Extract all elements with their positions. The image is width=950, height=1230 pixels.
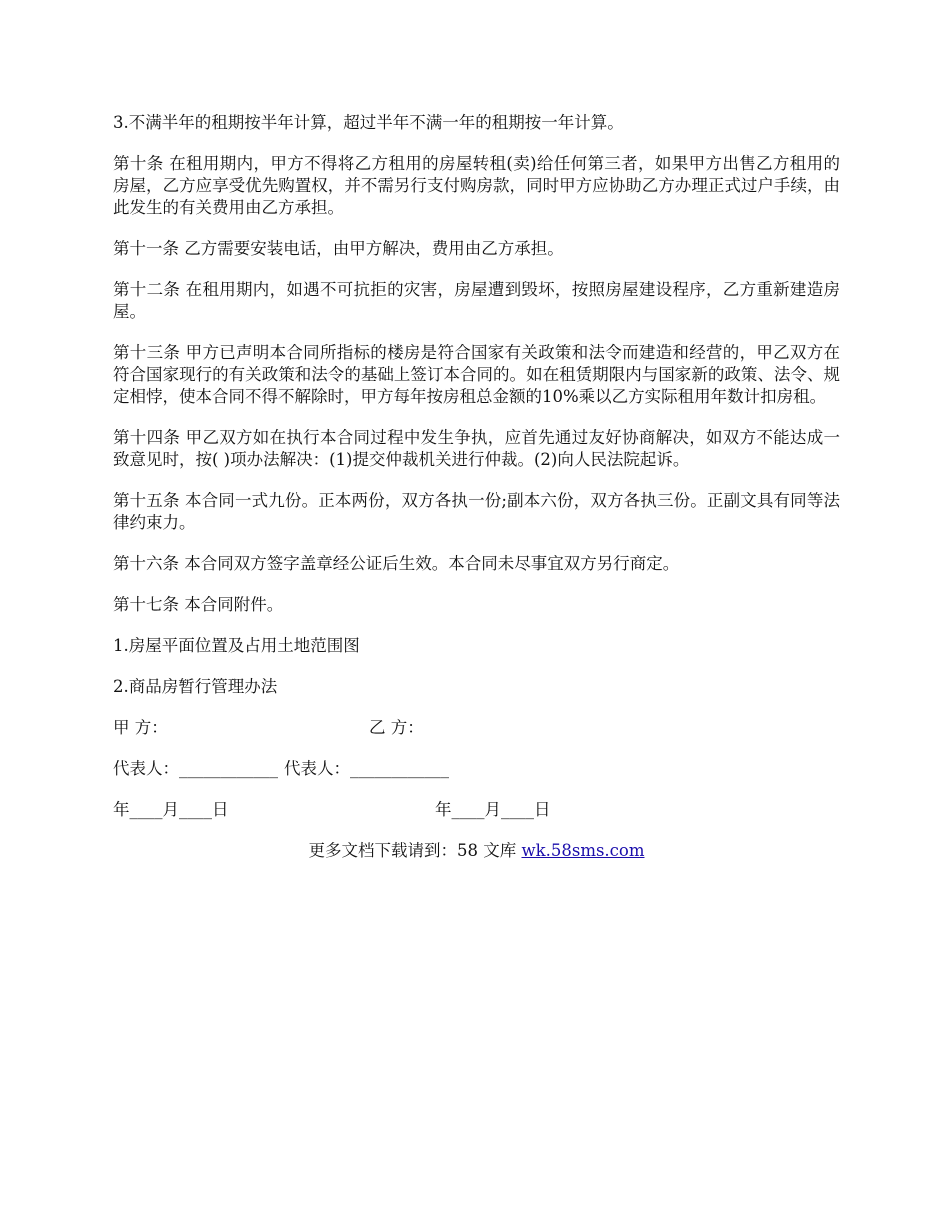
representative-b: 代表人：____________ xyxy=(284,759,449,778)
footer-prefix: 更多文档下载请到：58 文库 xyxy=(308,841,522,860)
representative-a: 代表人：____________ xyxy=(113,759,278,778)
date-row xyxy=(113,799,840,821)
party-row xyxy=(113,717,840,739)
article-10: 第十条 在租用期内，甲方不得将乙方租用的房屋转租(卖)给任何第三者，如果甲方出售乙方租用的房屋，乙方应享受优先购置权，并不需另行支付购房款，同时甲方应协助乙方办理正式过户手续，由此发生的有关费用由乙方承担。 xyxy=(113,154,840,217)
article-17: 第十七条 本合同附件。 xyxy=(113,595,284,614)
document-page xyxy=(113,112,840,862)
article-14: 第十四条 甲乙双方如在执行本合同过程中发生争执，应首先通过友好协商解决，如双方不能达成一致意见时，按( )项办法解决：(1)提交仲裁机关进行仲裁。(2)向人民法院起诉。 xyxy=(113,428,840,469)
article-13: 第十三条 甲方已声明本合同所指标的楼房是符合国家有关政策和法令而建造和经营的，甲乙双方在符合国家现行的有关政策和法令的基础上签订本合同的。如在租赁期限内与国家新的政策、法令、规定相悖，使本合同不得不解除时，甲方每年按房租总金额的10%乘以乙方实际租用年数计扣房租。 xyxy=(113,343,840,406)
article-15: 第十五条 本合同一式九份。正本两份，双方各执一份;副本六份，双方各执三份。正副文具有同等法律约束力。 xyxy=(113,491,840,532)
party-b-label: 乙 方： xyxy=(369,718,424,737)
article-11: 第十一条 乙方需要安装电话，由甲方解决，费用由乙方承担。 xyxy=(113,239,564,258)
footer-link[interactable]: wk.58sms.com xyxy=(521,841,645,860)
date-b: 年____月____日 xyxy=(435,800,551,819)
article-12: 第十二条 在租用期内，如遇不可抗拒的灾害，房屋遭到毁坏，按照房屋建设程序，乙方重新建造房屋。 xyxy=(113,280,840,321)
download-footer xyxy=(113,840,840,862)
attachment-1: 1.房屋平面位置及占用土地范围图 xyxy=(113,636,360,655)
date-a: 年____月____日 xyxy=(113,800,229,819)
attachment-2: 2.商品房暂行管理办法 xyxy=(113,677,278,696)
paragraph-item-3: 3.不满半年的租期按半年计算，超过半年不满一年的租期按一年计算。 xyxy=(113,113,624,132)
representative-row xyxy=(113,758,840,780)
party-a-label: 甲 方： xyxy=(113,718,168,737)
article-16: 第十六条 本合同双方签字盖章经公证后生效。本合同未尽事宜双方另行商定。 xyxy=(113,554,680,573)
